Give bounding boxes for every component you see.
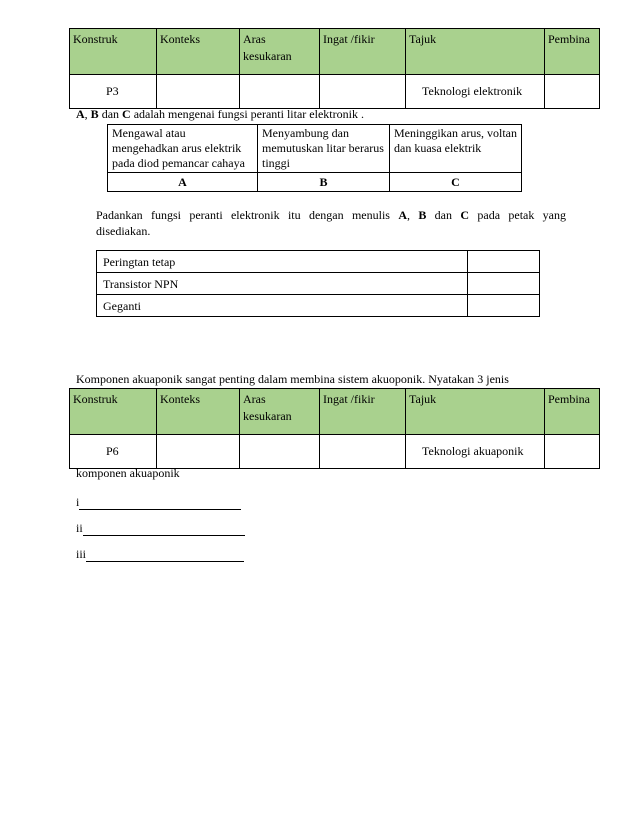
function-c-text: Meninggikan arus, voltan dan kuasa elektrik xyxy=(390,125,522,173)
construct-code: P6 xyxy=(70,435,157,469)
meta-header-row xyxy=(70,389,600,435)
answer-blank[interactable] xyxy=(86,548,244,562)
header-aras-kesukaran: Aras kesukaran xyxy=(240,389,320,435)
header-konteks: Konteks xyxy=(157,389,240,435)
function-b-letter: B xyxy=(258,173,390,192)
header-konstruk: Konstruk xyxy=(70,389,157,435)
topic-cell: Teknologi akuaponik xyxy=(406,435,545,469)
answer-box[interactable] xyxy=(468,295,540,317)
header-konteks: Konteks xyxy=(157,29,240,75)
construct-code: P3 xyxy=(70,75,157,109)
question1-intro: A, B dan C adalah mengenai fungsi peranti litar elektronik . xyxy=(76,107,364,121)
meta-header-row xyxy=(70,29,600,75)
function-letter-row xyxy=(108,173,522,192)
header-ingat-fikir: Ingat /fikir xyxy=(320,29,406,75)
header-tajuk: Tajuk xyxy=(406,29,545,75)
context-cell xyxy=(157,75,240,109)
question2-intro: Komponen akuaponik sangat penting dalam membina sistem akuoponik. Nyatakan 3 jenis xyxy=(76,372,509,386)
matching-row xyxy=(97,273,540,295)
function-c-letter: C xyxy=(390,173,522,192)
header-ingat-fikir: Ingat /fikir xyxy=(320,389,406,435)
matching-row xyxy=(97,251,540,273)
function-table xyxy=(107,124,522,192)
difficulty-cell xyxy=(240,435,320,469)
function-a-text: Mengawal atau mengehadkan arus elektrik pada diod pemancar cahaya xyxy=(108,125,258,173)
question2-meta-table xyxy=(69,388,600,469)
matching-table xyxy=(96,250,540,317)
question2-continuation: komponen akuaponik xyxy=(76,466,180,480)
function-text-row xyxy=(108,125,522,173)
recall-cell xyxy=(320,75,406,109)
answer-box[interactable] xyxy=(468,273,540,295)
answer-line-iii[interactable]: iii xyxy=(76,546,244,562)
recall-cell xyxy=(320,435,406,469)
matching-row xyxy=(97,295,540,317)
header-pembina: Pembina xyxy=(545,29,600,75)
builder-cell xyxy=(545,435,600,469)
meta-value-row xyxy=(70,75,600,109)
function-a-letter: A xyxy=(108,173,258,192)
builder-cell xyxy=(545,75,600,109)
answer-blank[interactable] xyxy=(83,522,245,536)
device-label: Geganti xyxy=(97,295,468,317)
meta-value-row xyxy=(70,435,600,469)
answer-box[interactable] xyxy=(468,251,540,273)
question1-instruction: Padankan fungsi peranti elektronik itu dengan menulis A, B dan C pada petak yang disediakan. xyxy=(96,208,567,238)
question1-meta-table xyxy=(69,28,600,109)
header-tajuk: Tajuk xyxy=(406,389,545,435)
device-label: Transistor NPN xyxy=(97,273,468,295)
header-konstruk: Konstruk xyxy=(70,29,157,75)
header-pembina: Pembina xyxy=(545,389,600,435)
difficulty-cell xyxy=(240,75,320,109)
answer-line-ii[interactable]: ii xyxy=(76,520,245,536)
answer-line-i[interactable]: i xyxy=(76,494,241,510)
context-cell xyxy=(157,435,240,469)
device-label: Peringtan tetap xyxy=(97,251,468,273)
header-aras-kesukaran: Aras kesukaran xyxy=(240,29,320,75)
topic-cell: Teknologi elektronik xyxy=(406,75,545,109)
answer-blank[interactable] xyxy=(79,496,241,510)
function-b-text: Menyambung dan memutuskan litar berarus tinggi xyxy=(258,125,390,173)
